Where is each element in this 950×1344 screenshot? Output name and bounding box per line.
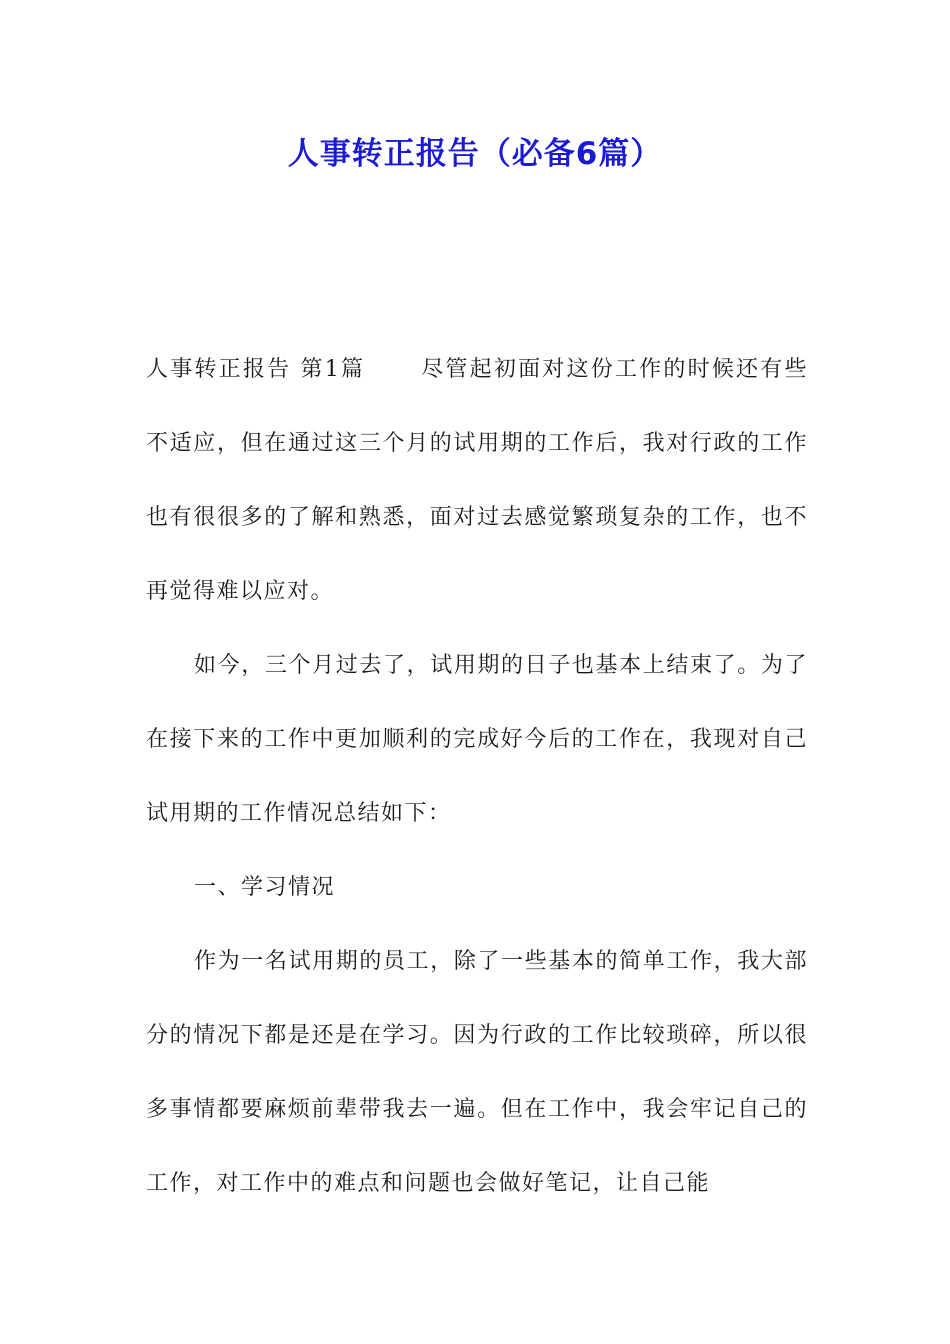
paragraph-1 [146, 333, 808, 629]
paragraph-3: 作为一名试用期的员工，除了一些基本的简单工作，我大部分的情况下都是还是在学习。因为行政的工作比较琐碎，所以很多事情都要麻烦前辈带我去一遍。但在工作中，我会牢记自己的工作，对工作中的难点和问题也会做好笔记，让自己能 [146, 949, 808, 1196]
section-heading-1: 一、学习情况 [194, 875, 336, 900]
document-body [146, 333, 808, 1221]
document-title: 人事转正报告（必备6篇） [287, 136, 663, 172]
section-label: 人事转正报告 第1篇 [146, 357, 366, 382]
paragraph-2: 如今，三个月过去了，试用期的日子也基本上结束了。为了在接下来的工作中更加顺利的完成好今后的工作在，我现对自己试用期的工作情况总结如下： [146, 653, 808, 826]
paragraph-1-text: 尽管起初面对这份工作的时候还有些不适应，但在通过这三个月的试用期的工作后，我对行政的工作也有很很多的了解和熟悉，面对过去感觉繁琐复杂的工作，也不再觉得难以应对。 [146, 357, 808, 604]
